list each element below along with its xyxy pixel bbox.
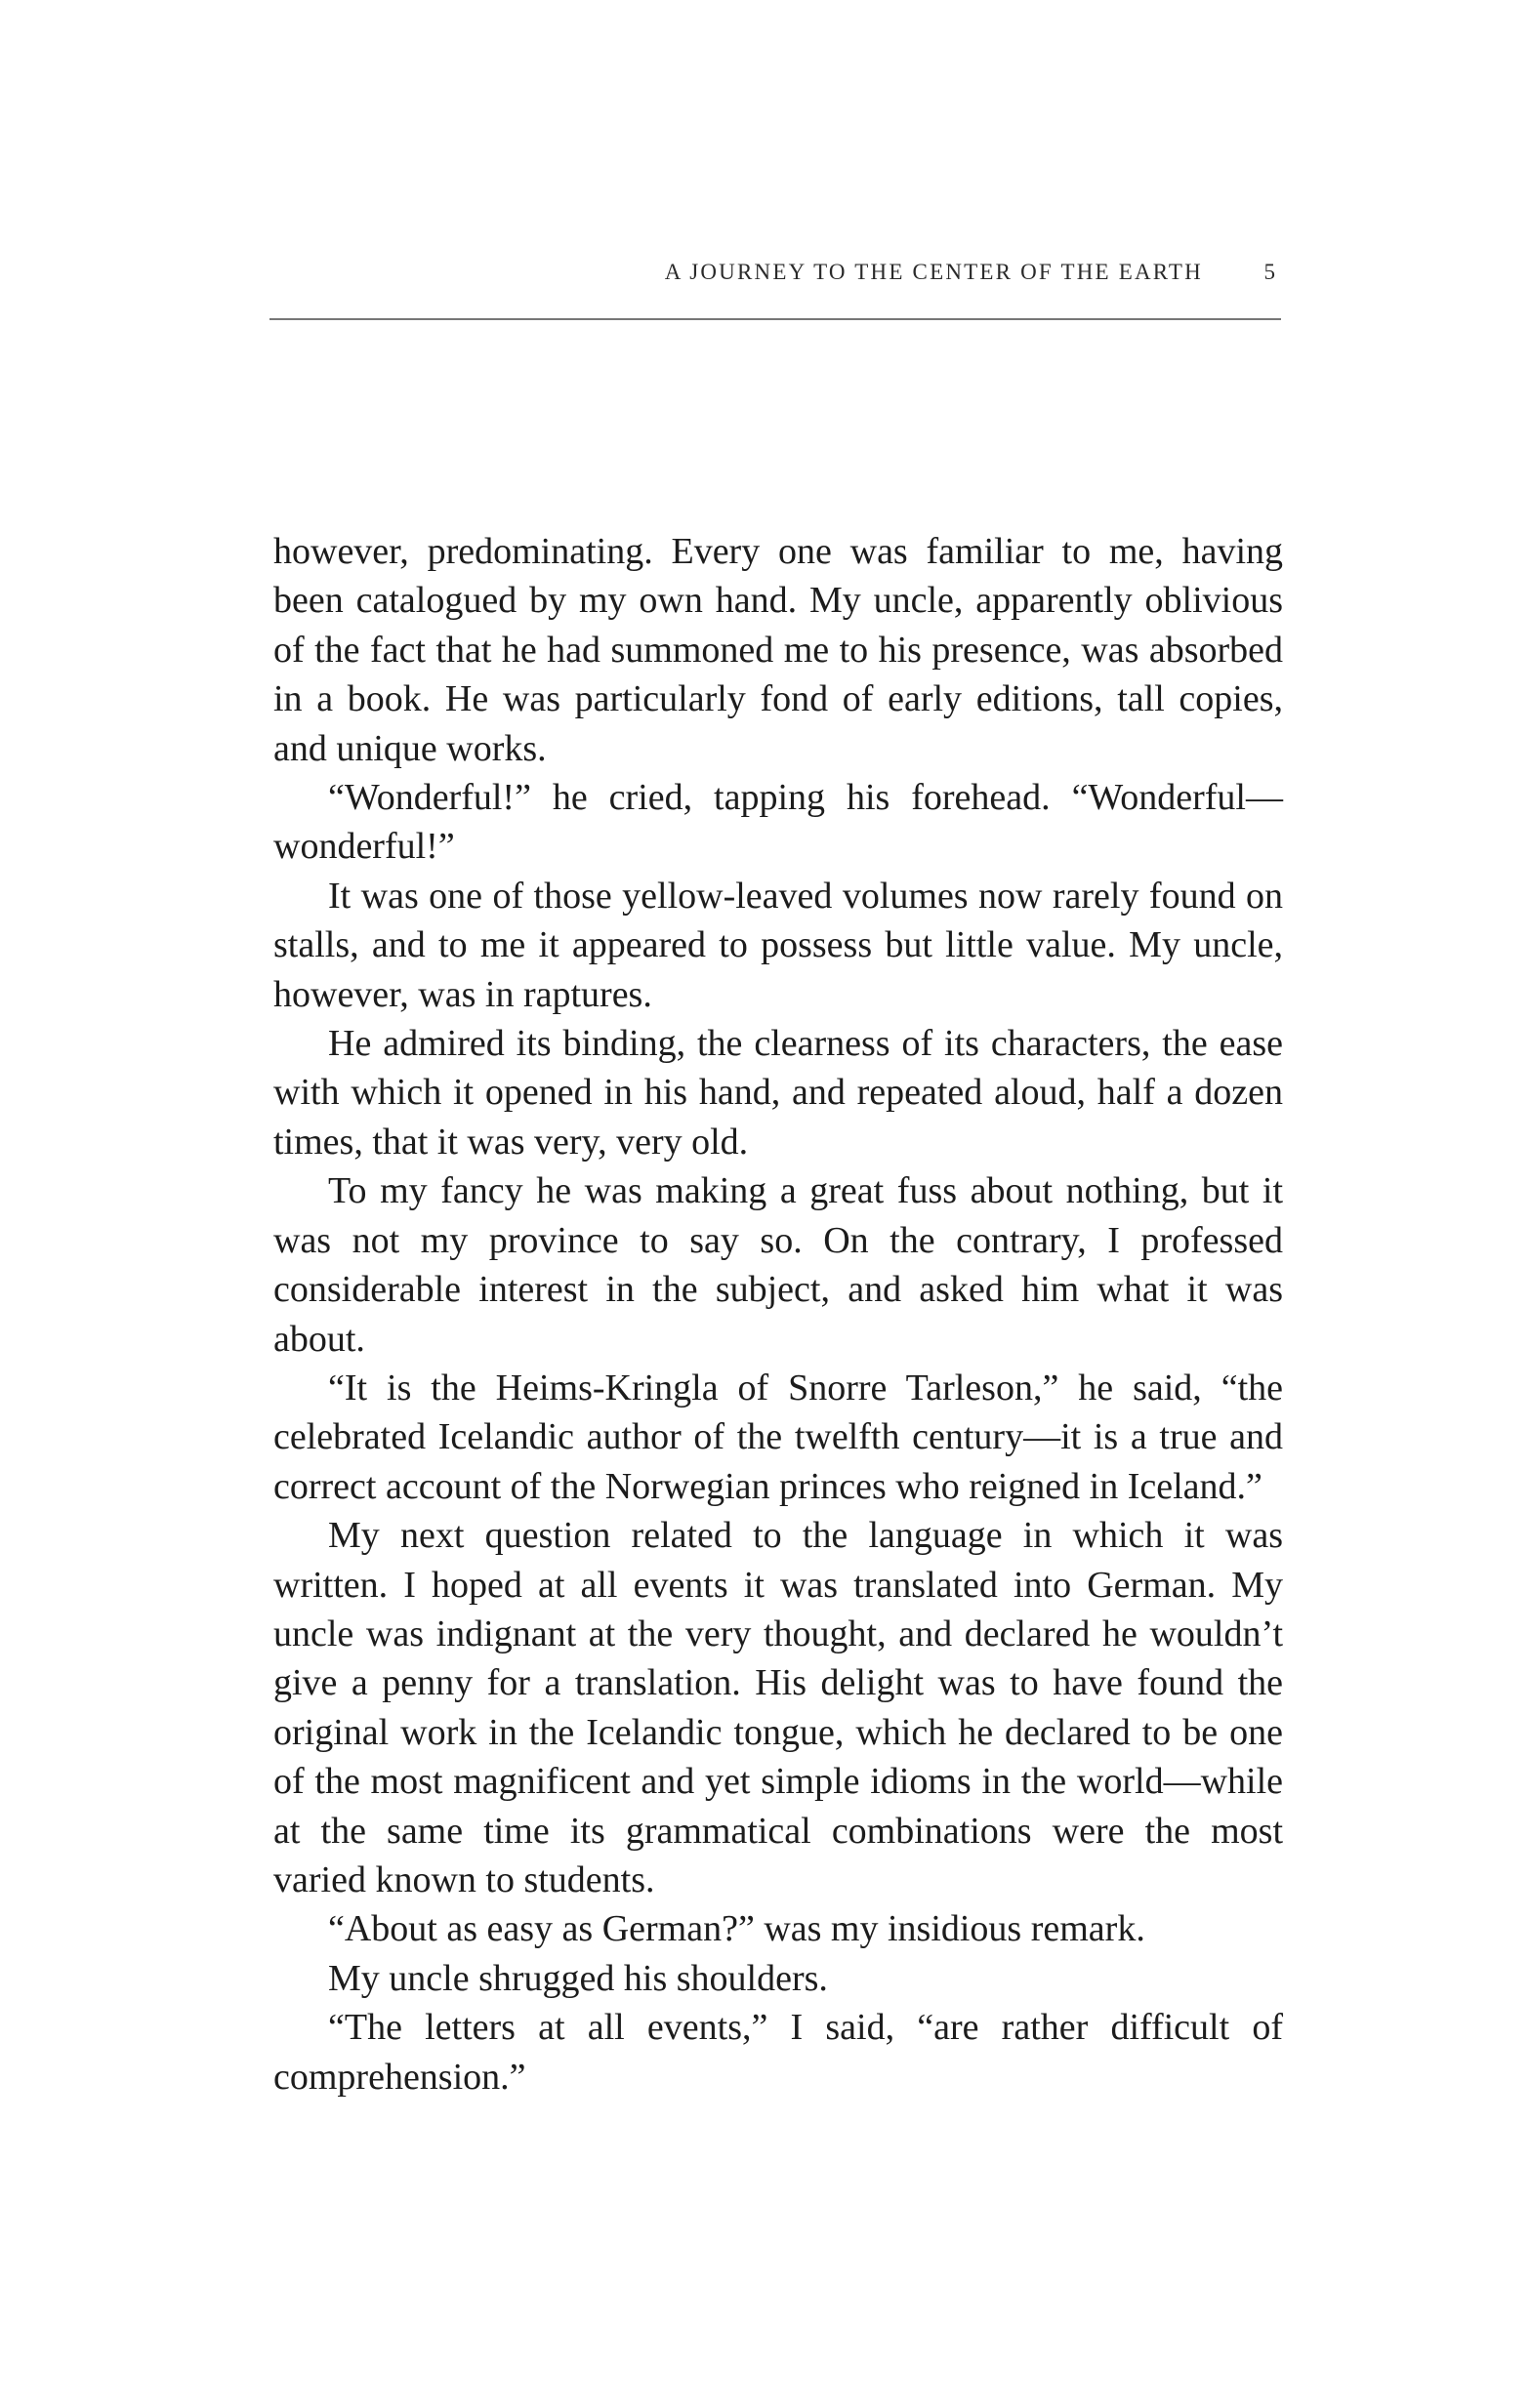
- running-head: [269, 254, 1281, 303]
- paragraph: To my fancy he was making a great fuss about nothing, but it was not my province to say so. On the contrary, I professed considerable interest in the subject, and asked him what it was about.: [273, 1170, 1283, 1360]
- body-text: [273, 527, 1283, 2102]
- running-title: A JOURNEY TO THE CENTER OF THE EARTH: [664, 260, 1203, 284]
- paragraph: “Wonderful!” he cried, tapping his forehead. “Wonderful—wonderful!”: [273, 777, 1283, 868]
- paragraph: however, predominating. Every one was familiar to me, having been catalogued by my own hand. My uncle, apparently oblivious of the fact that he had summoned me to his presence, was absorbed in a book. He was particularly fond of early editions, tall copies, and unique works.: [273, 531, 1283, 769]
- paragraph: “The letters at all events,” I said, “are rather difficult of comprehension.”: [273, 2007, 1283, 2098]
- paragraph: He admired its binding, the clearness of its characters, the ease with which it opened in his hand, and repeated aloud, half a dozen times, that it was very, very old.: [273, 1023, 1283, 1163]
- paragraph: My next question related to the language in which it was written. I hoped at all events it was translated into German. My uncle was indignant at the very thought, and declared he wouldn’t give a penny for a translation. His delight was to have found the original work in the Icelandic tongue, which he declared to be one of the most magnificent and yet simple idioms in the world—while at the same time its grammatical combinations were the most varied known to students.: [273, 1515, 1283, 1900]
- paragraph: “It is the Heims-Kringla of Snorre Tarleson,” he said, “the celebrated Icelandic author of the twelfth century—it is a true and correct account of the Norwegian princes who reigned in Iceland.”: [273, 1367, 1283, 1507]
- paragraph: My uncle shrugged his shoulders.: [328, 1957, 828, 1999]
- paragraph: It was one of those yellow-leaved volumes now rarely found on stalls, and to me it appeared to possess but little value. My uncle, however, was in raptures.: [273, 875, 1283, 1015]
- paragraph: “About as easy as German?” was my insidious remark.: [328, 1908, 1145, 1950]
- page-number: 5: [1263, 260, 1275, 284]
- header-rule: [269, 318, 1281, 320]
